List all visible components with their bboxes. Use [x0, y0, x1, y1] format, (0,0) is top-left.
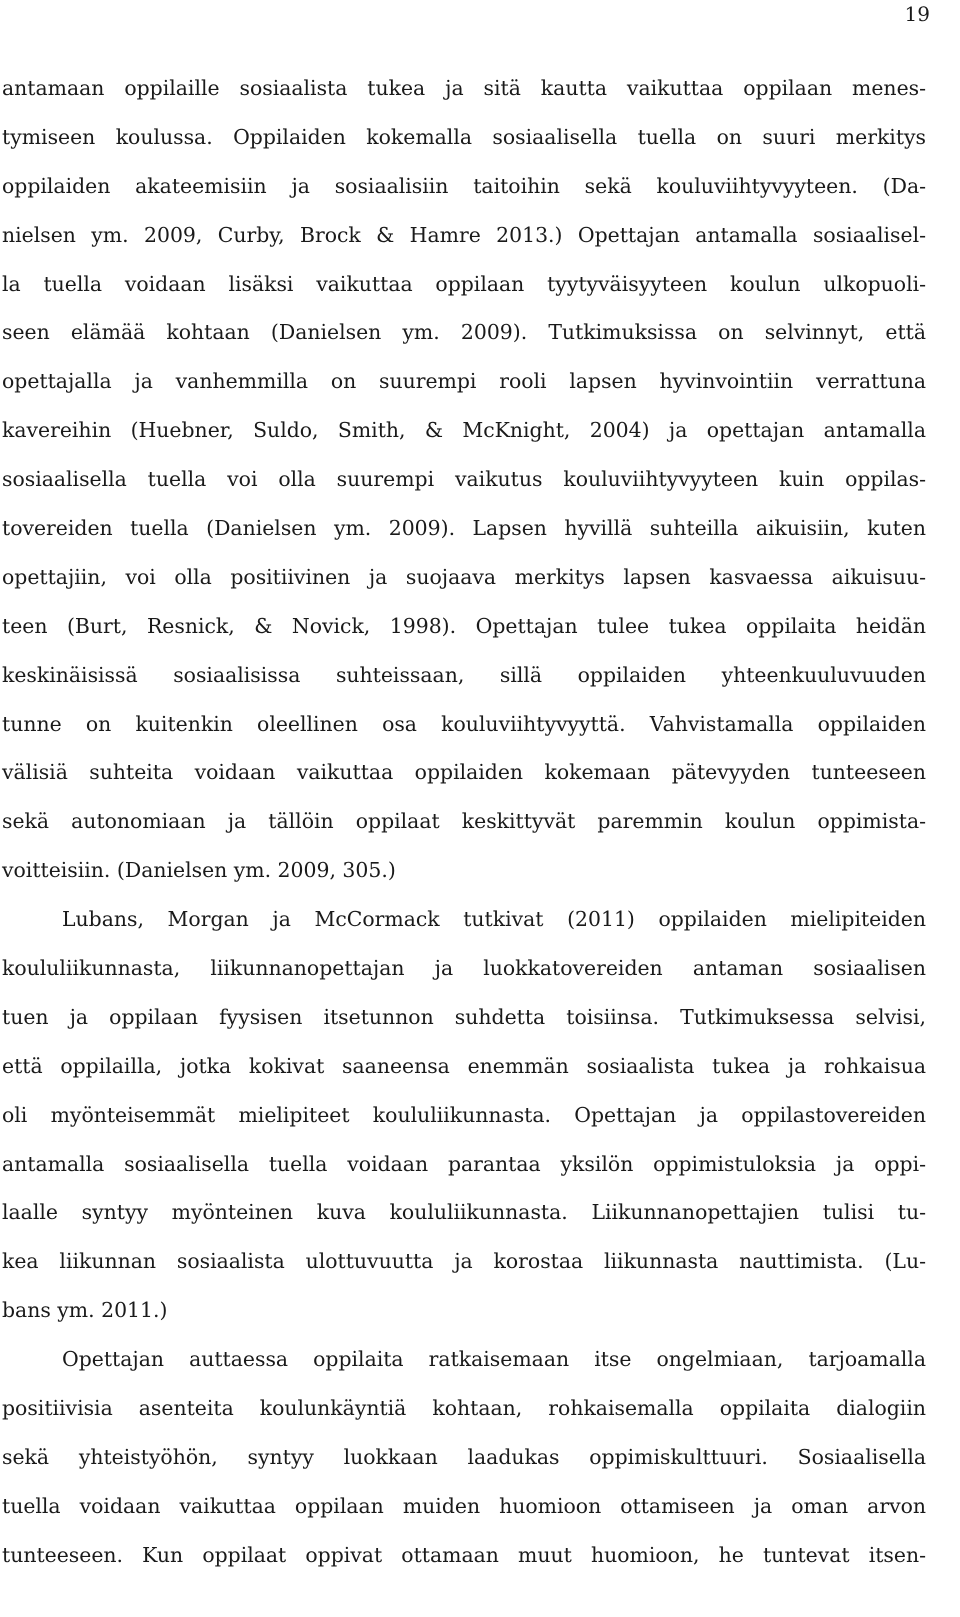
text-line: tunne on kuitenkin oleellinen osa kouluviihtyvyyttä. Vahvistamalla oppilaiden: [2, 711, 926, 736]
text-line: tuen ja oppilaan fyysisen itsetunnon suhdetta toisiinsa. Tutkimuksessa selvisi,: [2, 1004, 926, 1029]
text-line: positiivisia asenteita koulunkäyntiä kohtaan, rohkaisemalla oppilaita dialogiin: [2, 1396, 926, 1421]
text-line: sosiaalisella tuella voi olla suurempi vaikutus kouluviihtyvyyteen kuin oppilas-: [2, 467, 926, 492]
document-body: [2, 64, 926, 1580]
text-line: Lubans, Morgan ja McCormack tutkivat (2011) oppilaiden mielipiteiden: [62, 907, 926, 932]
text-line: että oppilailla, jotka kokivat saaneensa enemmän sosiaalista tukea ja rohkaisua: [2, 1053, 926, 1078]
text-line: tovereiden tuella (Danielsen ym. 2009). Lapsen hyvillä suhteilla aikuisiin, kuten: [2, 516, 926, 541]
text-line: la tuella voidaan lisäksi vaikuttaa oppilaan tyytyväisyyteen koulun ulkopuoli-: [2, 271, 926, 296]
text-line: antamalla sosiaalisella tuella voidaan parantaa yksilön oppimistuloksia ja oppi-: [2, 1151, 926, 1176]
text-line: laalle syntyy myönteinen kuva koululiikunnasta. Liikunnanopettajien tulisi tu-: [2, 1200, 926, 1225]
text-line: oli myönteisemmät mielipiteet koululiikunnasta. Opettajan ja oppilastovereiden: [2, 1102, 926, 1127]
text-line: välisiä suhteita voidaan vaikuttaa oppilaiden kokemaan pätevyyden tunteeseen: [2, 760, 926, 785]
text-line: nielsen ym. 2009, Curby, Brock & Hamre 2013.) Opettajan antamalla sosiaalisel-: [2, 222, 926, 247]
text-line: kavereihin (Huebner, Suldo, Smith, & McKnight, 2004) ja opettajan antamalla: [2, 418, 926, 443]
text-line: opettajiin, voi olla positiivinen ja suojaava merkitys lapsen kasvaessa aikuisuu-: [2, 564, 926, 589]
text-line: sekä autonomiaan ja tällöin oppilaat keskittyvät paremmin koulun oppimista-: [2, 809, 926, 834]
paragraph-2: [2, 895, 926, 1335]
text-line: Opettajan auttaessa oppilaita ratkaisemaan itse ongelmiaan, tarjoamalla: [62, 1347, 926, 1372]
text-line: oppilaiden akateemisiin ja sosiaalisiin taitoihin sekä kouluviihtyvyyteen. (Da-: [2, 173, 926, 198]
text-line: opettajalla ja vanhemmilla on suurempi rooli lapsen hyvinvointiin verrattuna: [2, 369, 926, 394]
paragraph-3: [2, 1335, 926, 1579]
text-line: antamaan oppilaille sosiaalista tukea ja sitä kautta vaikuttaa oppilaan menes-: [2, 76, 926, 100]
text-line: kea liikunnan sosiaalista ulottuvuutta ja korostaa liikunnasta nauttimista. (Lu-: [2, 1249, 926, 1274]
paragraph-1: [2, 64, 926, 895]
text-line: tuella voidaan vaikuttaa oppilaan muiden huomioon ottamiseen ja oman arvon: [2, 1493, 926, 1518]
text-line: teen (Burt, Resnick, & Novick, 1998). Opettajan tulee tukea oppilaita heidän: [2, 613, 926, 638]
text-line: koululiikunnasta, liikunnanopettajan ja luokkatovereiden antaman sosiaalisen: [2, 956, 926, 981]
text-line: bans ym. 2011.): [2, 1298, 168, 1323]
text-line: tunteeseen. Kun oppilaat oppivat ottamaan muut huomioon, he tuntevat itsen-: [2, 1542, 926, 1567]
text-line: voitteisiin. (Danielsen ym. 2009, 305.): [2, 858, 396, 883]
text-line: keskinäisissä sosiaalisissa suhteissaan, sillä oppilaiden yhteenkuuluvuuden: [2, 662, 926, 687]
page-number: 19: [904, 2, 930, 26]
text-line: sekä yhteistyöhön, syntyy luokkaan laadukas oppimiskulttuuri. Sosiaalisella: [2, 1444, 926, 1469]
text-line: seen elämää kohtaan (Danielsen ym. 2009). Tutkimuksissa on selvinnyt, että: [2, 320, 926, 345]
text-line: tymiseen koulussa. Oppilaiden kokemalla sosiaalisella tuella on suuri merkitys: [2, 124, 926, 149]
